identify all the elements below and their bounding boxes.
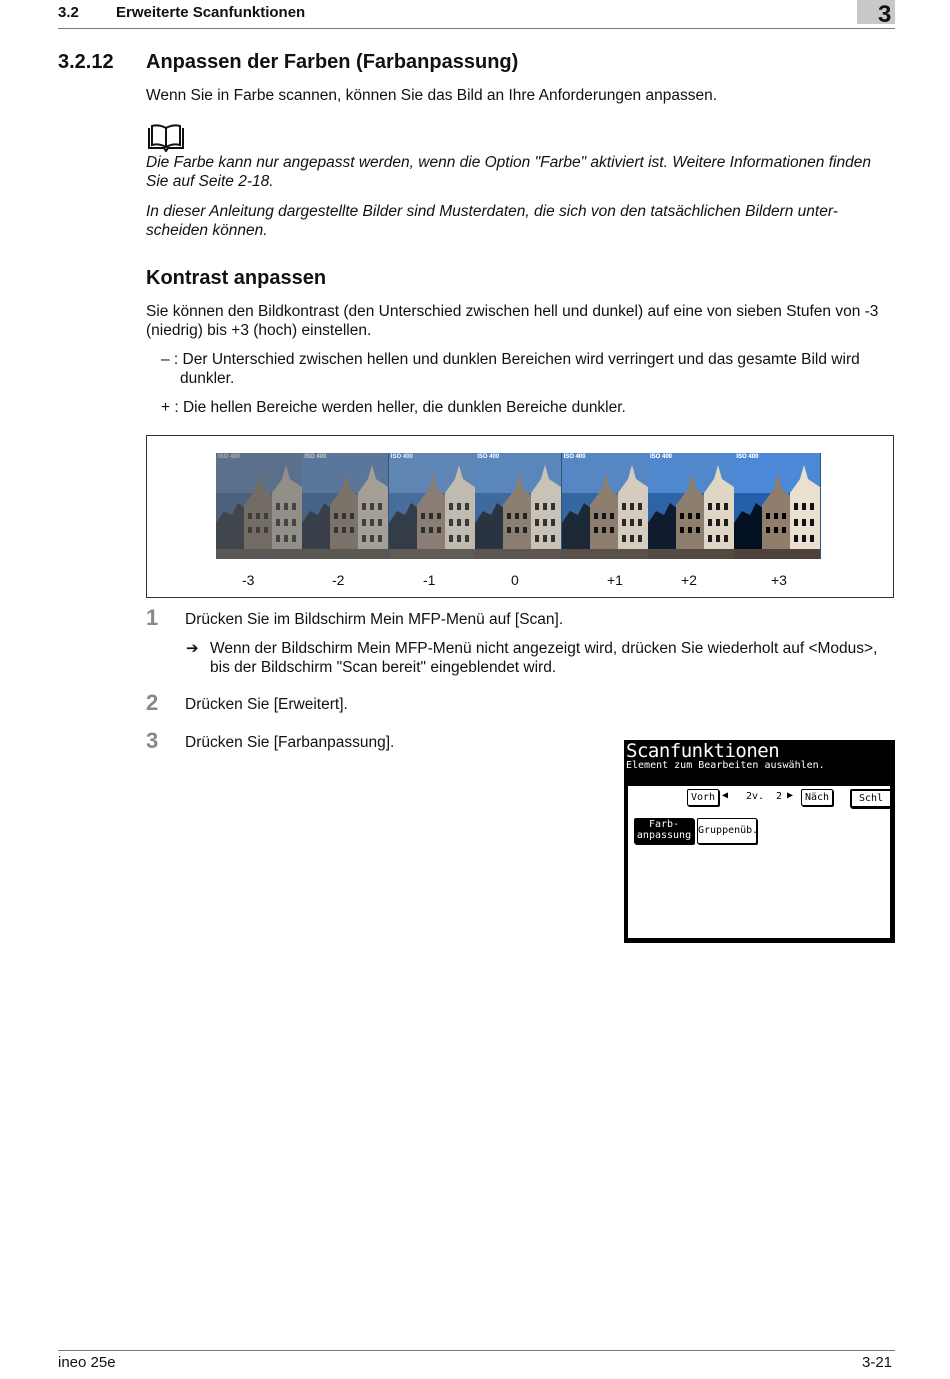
arrow-right-icon: ➔ (186, 640, 199, 657)
page-current: 2v. (746, 791, 765, 802)
contrast-sample-strip (216, 453, 821, 559)
sample-tile (648, 453, 734, 559)
step-text: Drücken Sie im Bildschirm Mein MFP-Menü auf [Scan]. (185, 611, 564, 628)
next-button[interactable]: Näch (801, 789, 833, 806)
level-label: +3 (771, 572, 787, 588)
color-adjust-label-1: Farb- (648, 819, 680, 830)
page-total: 2 (776, 791, 783, 802)
level-label: -2 (332, 572, 345, 588)
step-hint-line-2: bis der Bildschirm "Scan bereit" eingeblendet wird. (210, 659, 557, 676)
level-label: +2 (681, 572, 697, 588)
sample-tile (475, 453, 561, 559)
iso-label: ISO 400 (304, 454, 327, 460)
iso-label: ISO 400 (218, 454, 241, 460)
step-text: Drücken Sie [Erweitert]. (185, 696, 348, 713)
iso-label: ISO 400 (477, 454, 500, 460)
note-1-line-2: Sie auf Seite 2-18. (146, 173, 274, 190)
prev-arrow-icon: ◀ (722, 790, 729, 801)
group-overview-button[interactable]: Gruppenüb. (697, 818, 757, 844)
footer-page: 3-21 (862, 1354, 893, 1371)
iso-label: ISO 400 (736, 454, 759, 460)
header-section-number: 3.2 (58, 4, 79, 21)
screen-subtitle: Element zum Bearbeiten auswählen. (626, 760, 825, 771)
color-adjust-label-2: anpassung (636, 830, 692, 841)
sample-tile (302, 453, 388, 559)
contrast-minus-line-2: dunkler. (180, 370, 235, 387)
sample-tile (389, 453, 475, 559)
header-section-title: Erweiterte Scanfunktionen (116, 4, 306, 21)
iso-label: ISO 400 (650, 454, 673, 460)
header-rule (58, 28, 895, 29)
color-adjust-button[interactable] (634, 818, 694, 844)
footer-model: ineo 25e (58, 1354, 116, 1371)
level-label: -3 (242, 572, 255, 588)
screen-panel (626, 784, 892, 940)
step-text: Drücken Sie [Farbanpassung]. (185, 734, 395, 751)
contrast-heading: Kontrast anpassen (146, 267, 327, 289)
level-label: 0 (511, 572, 519, 588)
step-number: 2 (146, 690, 159, 715)
close-button[interactable]: Schl (850, 789, 892, 808)
screen-title: Scanfunktionen (626, 740, 780, 762)
step-hint-line-1: Wenn der Bildschirm Mein MFP-Menü nicht angezeigt wird, drücken Sie wiederholt auf <Modus>, (210, 640, 878, 657)
level-label: +1 (607, 572, 623, 588)
contrast-minus-line-1: – : Der Unterschied zwischen hellen und dunklen Bereichen wird verringert und das gesamte Bild wird (161, 351, 860, 368)
next-arrow-icon: ▶ (787, 790, 794, 801)
prev-button[interactable]: Vorh (687, 789, 719, 806)
step-number: 3 (146, 728, 159, 753)
note-2-line-2: scheiden können. (146, 222, 268, 239)
section-number: 3.2.12 (58, 51, 114, 73)
level-label: -1 (423, 572, 436, 588)
contrast-text-line-2: (niedrig) bis +3 (hoch) einstellen. (146, 322, 372, 339)
note-2-line-1: In dieser Anleitung dargestellte Bilder sind Musterdaten, die sich von den tatsächlichen Bildern unter- (146, 203, 838, 220)
sample-tile (562, 453, 648, 559)
footer-rule (58, 1350, 895, 1351)
intro-text: Wenn Sie in Farbe scannen, können Sie das Bild an Ihre Anforderungen anpassen. (146, 87, 718, 104)
section-title: Anpassen der Farben (Farbanpassung) (146, 51, 519, 73)
iso-label: ISO 400 (390, 454, 413, 460)
contrast-text-line-1: Sie können den Bildkontrast (den Unterschied zwischen hell und dunkel) auf eine von sieben Stufen von -3 (146, 303, 879, 320)
sample-tile (216, 453, 302, 559)
iso-label: ISO 400 (563, 454, 586, 460)
sample-tile (734, 453, 820, 559)
note-1-line-1: Die Farbe kann nur angepasst werden, wenn die Option "Farbe" aktiviert ist. Weitere Informationen finden (146, 154, 871, 171)
chapter-number: 3 (878, 1, 892, 28)
step-number: 1 (146, 605, 159, 630)
contrast-plus: + : Die hellen Bereiche werden heller, die dunklen Bereiche dunkler. (161, 399, 626, 416)
